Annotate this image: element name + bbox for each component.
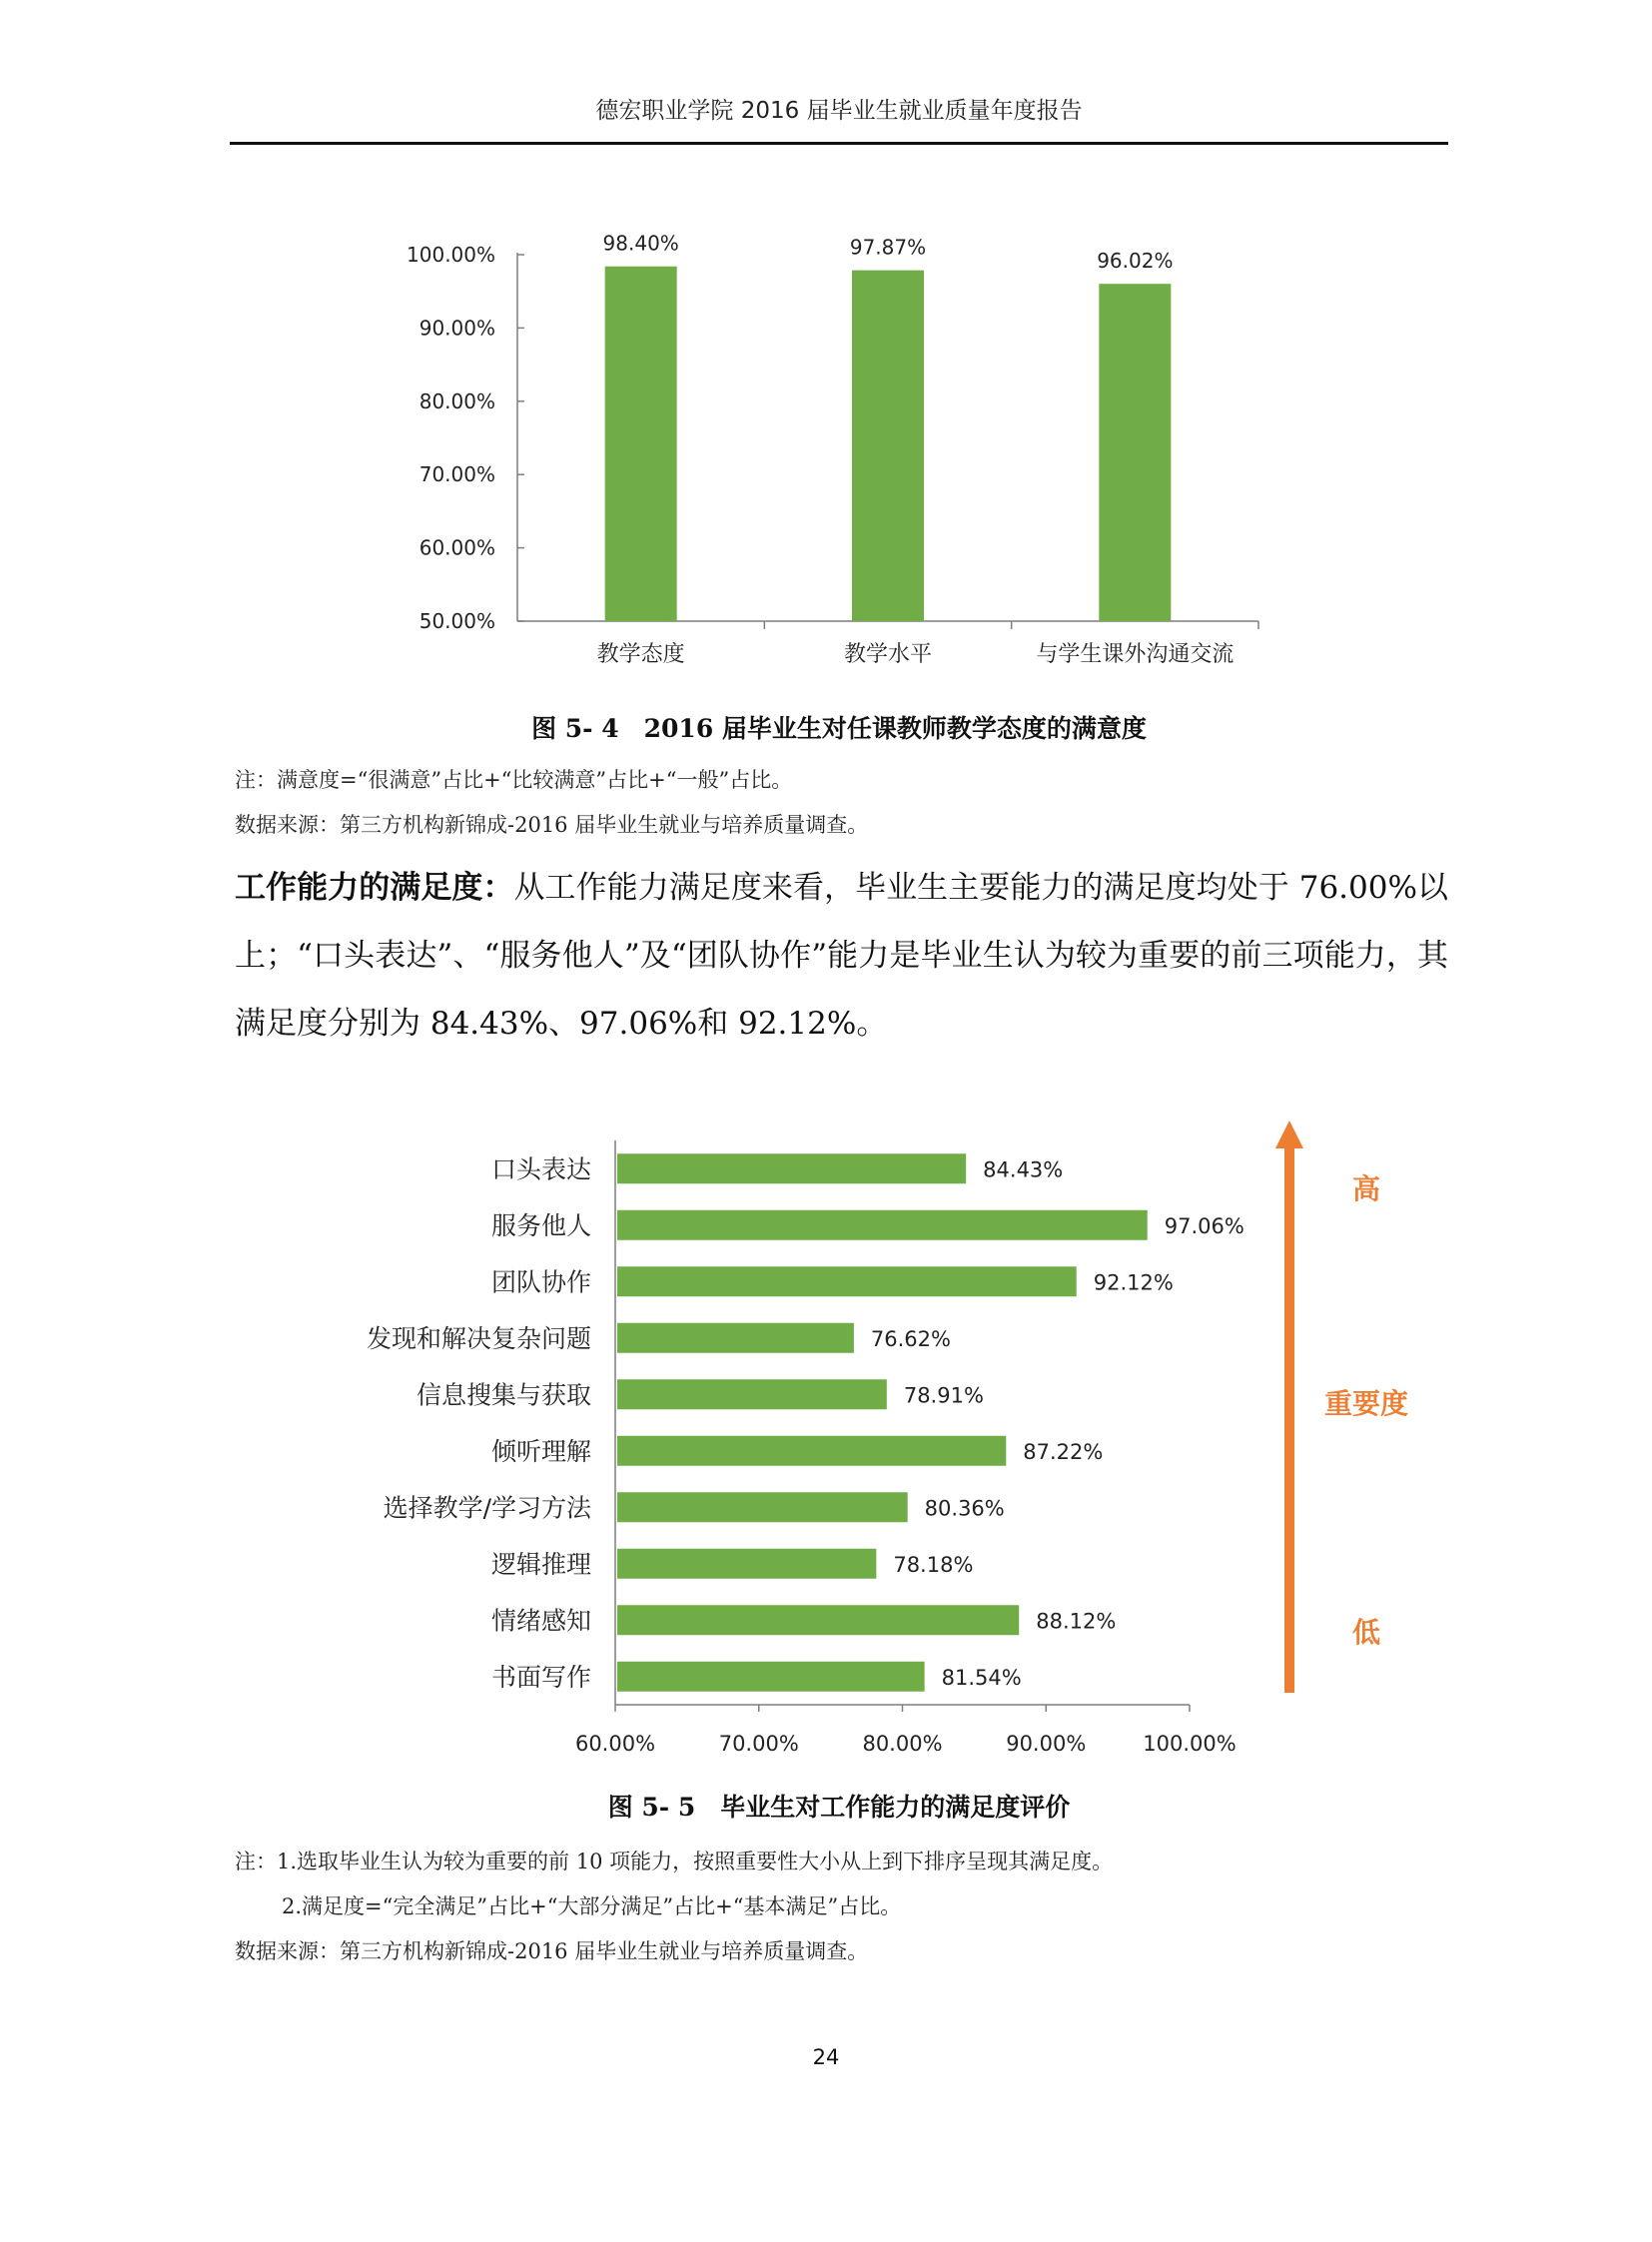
- category-label: 团队协作: [490, 1267, 591, 1297]
- data-label: 97.87%: [849, 235, 927, 260]
- page-number: 24: [812, 2045, 840, 2069]
- figure-5-4-note: 注：满意度=“很满意”占比+“比较满意”占比+“一般”占比。: [235, 768, 793, 792]
- x-tick-label: 80.00%: [862, 1732, 943, 1756]
- bar: [617, 1549, 876, 1579]
- bar: [617, 1323, 854, 1353]
- category-label: 教学态度: [596, 642, 685, 667]
- data-label: 81.54%: [941, 1665, 1022, 1690]
- y-tick-label: 70.00%: [418, 462, 495, 487]
- importance-axis-label: 重要度: [1323, 1387, 1409, 1420]
- category-label: 选择教学/学习方法: [383, 1493, 591, 1523]
- bar: [617, 1210, 1148, 1240]
- x-tick-label: 90.00%: [1006, 1732, 1087, 1756]
- bar: [617, 1605, 1019, 1635]
- bar: [605, 267, 677, 621]
- bar: [852, 271, 924, 621]
- figure-5-5-note-1: 注：1.选取毕业生认为较为重要的前 10 项能力，按照重要性大小从上到下排序呈现其满足度。: [235, 1850, 1114, 1873]
- data-label: 87.22%: [1023, 1439, 1104, 1464]
- bar: [1099, 284, 1171, 621]
- figure-5-4-caption: 图 5- 4 2016 届毕业生对任课教师教学态度的满意度: [531, 714, 1147, 743]
- category-label: 逻辑推理: [490, 1549, 591, 1579]
- data-label: 88.12%: [1036, 1609, 1117, 1634]
- teacher-satisfaction-chart: [380, 220, 1298, 689]
- data-label: 80.36%: [924, 1496, 1005, 1521]
- category-label: 情绪感知: [490, 1606, 591, 1636]
- data-label: 84.43%: [983, 1157, 1064, 1182]
- data-label: 92.12%: [1093, 1270, 1174, 1295]
- importance-high-label: 高: [1351, 1172, 1381, 1205]
- y-tick-label: 50.00%: [418, 609, 495, 633]
- bar: [617, 1266, 1077, 1296]
- data-label: 98.40%: [602, 231, 679, 256]
- figure-5-5-source: 数据来源：第三方机构新锦成-2016 届毕业生就业与培养质量调查。: [235, 1939, 869, 1963]
- category-label: 书面写作: [490, 1662, 591, 1692]
- importance-arrow-shaft: [1284, 1148, 1294, 1693]
- arrow-up-icon: [1275, 1121, 1303, 1148]
- x-tick-label: 70.00%: [718, 1732, 799, 1756]
- bar: [617, 1153, 966, 1183]
- bar: [617, 1662, 925, 1692]
- bar: [617, 1379, 887, 1409]
- body-paragraph: [235, 854, 1448, 1058]
- x-tick-label: 60.00%: [574, 1732, 656, 1756]
- data-label: 97.06%: [1164, 1213, 1244, 1238]
- bar: [617, 1492, 908, 1522]
- data-label: 76.62%: [870, 1326, 951, 1351]
- category-label: 与学生课外沟通交流: [1036, 642, 1235, 667]
- y-tick-label: 60.00%: [418, 535, 495, 560]
- figure-5-5-caption: 图 5- 5 毕业生对工作能力的满足度评价: [607, 1793, 1071, 1822]
- category-label: 教学水平: [843, 642, 933, 667]
- y-tick-label: 90.00%: [418, 316, 495, 341]
- figure-5-4-source: 数据来源：第三方机构新锦成-2016 届毕业生就业与培养质量调查。: [235, 813, 869, 837]
- y-tick-label: 80.00%: [418, 388, 495, 413]
- paragraph-body: 从工作能力满足度来看，毕业生主要能力的满足度均处于 76.00%以上；“口头表达”、“服务他人”及“团队协作”能力是毕业生认为较为重要的前三项能力，其满足度分别为 84.43%、97.06%和 92.12%。: [235, 870, 1448, 1042]
- ability-satisfaction-chart: [320, 1109, 1409, 1768]
- data-label: 78.91%: [903, 1383, 984, 1408]
- category-label: 服务他人: [490, 1210, 591, 1240]
- y-tick-label: 100.00%: [407, 243, 495, 267]
- paragraph-lead: 工作能力的满足度：: [235, 870, 514, 906]
- category-label: 信息搜集与获取: [415, 1380, 591, 1410]
- data-label: 96.02%: [1097, 249, 1174, 274]
- header-divider: [230, 142, 1448, 145]
- category-label: 发现和解决复杂问题: [366, 1323, 591, 1353]
- bar: [617, 1436, 1006, 1466]
- importance-low-label: 低: [1351, 1616, 1381, 1649]
- category-label: 倾听理解: [490, 1436, 591, 1466]
- figure-5-5-note-2: 2.满足度=“完全满足”占比+“大部分满足”占比+“基本满足”占比。: [282, 1894, 902, 1918]
- x-tick-label: 100.00%: [1143, 1732, 1237, 1756]
- page-header-title: 德宏职业学院 2016 届毕业生就业质量年度报告: [595, 98, 1083, 124]
- category-label: 口头表达: [490, 1154, 591, 1184]
- data-label: 78.18%: [893, 1552, 974, 1577]
